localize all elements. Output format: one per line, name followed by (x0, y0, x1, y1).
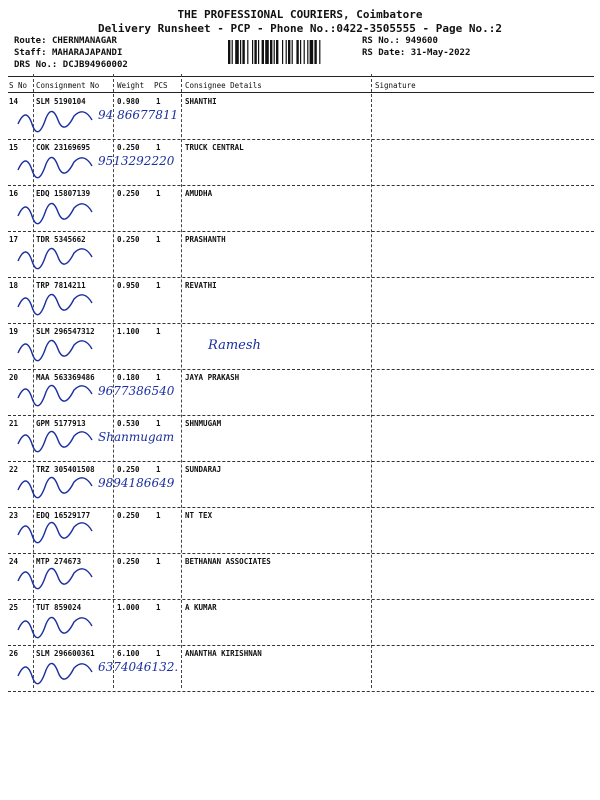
signature-cell (8, 140, 226, 186)
cell-pcs: 1 (156, 97, 161, 106)
signature-cell (8, 508, 226, 554)
cell-consignee: BETHANAN ASSOCIATES (185, 557, 271, 566)
barcode-bar (314, 40, 316, 64)
barcode-bar (300, 40, 301, 64)
cell-pcs: 1 (156, 649, 161, 658)
cell-weight: 0.250 (117, 465, 140, 474)
cell-pcs: 1 (156, 465, 161, 474)
signature-cell (8, 94, 226, 140)
cell-consignment: GPM 5177913 (36, 419, 86, 428)
cell-consignee: Ramesh (208, 338, 261, 353)
barcode-bar (232, 40, 233, 64)
cell-consignee: TRUCK CENTRAL (185, 143, 244, 152)
cell-sno: 17 (9, 235, 19, 244)
barcode-bar (262, 40, 264, 64)
signature-stroke (18, 431, 92, 451)
cell-pcs: 1 (156, 235, 161, 244)
route-value: CHERNMANAGAR (51, 36, 117, 46)
signature-scribble (8, 508, 226, 554)
signature-cell (8, 370, 226, 416)
cell-consignee: SUNDARAJ (185, 465, 222, 474)
rs-no-label: RS No.: (362, 36, 400, 46)
cell-pcs: 1 (156, 373, 161, 382)
signature-cell (8, 462, 226, 508)
barcode-bar (235, 40, 239, 64)
table-row (8, 554, 594, 600)
cell-sno: 14 (9, 97, 19, 106)
signature-scribble (8, 600, 226, 646)
signature-stroke (18, 340, 92, 360)
cell-consignee: A KUMAR (185, 603, 217, 612)
cell-sno: 16 (9, 189, 19, 198)
cell-sno: 21 (9, 419, 19, 428)
cell-consignment: SLM 296547312 (36, 327, 95, 336)
barcode-bar (296, 40, 298, 64)
cell-pcs: 1 (156, 143, 161, 152)
table-row (8, 508, 594, 554)
signature-stroke (18, 522, 92, 542)
col-header-weight: Weight (117, 81, 145, 90)
cell-sno: 19 (9, 327, 19, 336)
route-label: Route: (14, 36, 47, 46)
cell-consignment: TUT 859024 (36, 603, 82, 612)
cell-sno: 22 (9, 465, 19, 474)
cell-pcs: 1 (156, 511, 161, 520)
cell-consignment: TRZ 305401508 (36, 465, 95, 474)
col-header-signature: Signature (375, 81, 416, 90)
signature-note: 6374046132. (98, 660, 179, 674)
barcode-bar (304, 40, 305, 64)
cell-sno: 24 (9, 557, 19, 566)
barcode-bar (310, 40, 314, 64)
signature-stroke (18, 248, 92, 268)
table-row (8, 646, 594, 692)
signature-stroke (18, 477, 92, 497)
barcode-bar (252, 40, 253, 64)
signature-stroke (18, 663, 92, 683)
barcode-bar (288, 40, 290, 64)
signature-scribble (8, 324, 226, 370)
signature-note: 9677386540 (98, 384, 175, 398)
cell-consignment: SLM 296600361 (36, 649, 95, 658)
table-row (8, 370, 594, 416)
signature-stroke (18, 294, 92, 314)
staff-field (14, 48, 122, 58)
barcode-bar (265, 40, 269, 64)
cell-consignment: TDR 5345662 (36, 235, 86, 244)
signature-cell (8, 416, 226, 462)
barcode-bar (286, 40, 287, 64)
cell-sno: 26 (9, 649, 19, 658)
header-rule (8, 92, 594, 93)
cell-consignment: TRP 7814211 (36, 281, 86, 290)
cell-consignment: EDQ 15807139 (36, 189, 91, 198)
cell-pcs: 1 (156, 419, 161, 428)
signature-cell (8, 324, 226, 370)
cell-weight: 6.100 (117, 649, 140, 658)
barcode-bar (240, 40, 241, 64)
cell-sno: 23 (9, 511, 19, 520)
table-row (8, 278, 594, 324)
rs-no-value: 949600 (405, 36, 438, 46)
cell-consignee: PRASHANTH (185, 235, 226, 244)
rs-no-field (362, 36, 438, 46)
drs-field (14, 60, 128, 70)
barcode-bar (254, 40, 256, 64)
cell-consignee: NT TEX (185, 511, 213, 520)
rs-date-field (362, 48, 470, 58)
cell-weight: 0.950 (117, 281, 140, 290)
cell-consignment: SLM 5190104 (36, 97, 86, 106)
cell-consignee: AMUDHA (185, 189, 213, 198)
barcode-bar (282, 40, 283, 64)
col-header-pcs: PCS (154, 81, 168, 90)
barcode-bar (258, 40, 259, 64)
cell-pcs: 1 (156, 189, 161, 198)
row-divider (8, 691, 594, 692)
cell-pcs: 1 (156, 603, 161, 612)
table-row (8, 232, 594, 278)
barcode-bar (319, 40, 320, 64)
cell-weight: 0.250 (117, 557, 140, 566)
signature-cell (8, 278, 226, 324)
signature-cell (8, 554, 226, 600)
signature-scribble (8, 554, 226, 600)
table-top-rule (8, 76, 594, 77)
cell-consignment: MAA 563369486 (36, 373, 95, 382)
cell-consignee: ANANTHA KIRISHNAN (185, 649, 262, 658)
barcode-bar (247, 40, 248, 64)
document-subtitle: Delivery Runsheet - PCP - Phone No.:0422-3505555 - Page No.:2 (98, 22, 502, 35)
signature-note: Shanmugam (98, 430, 175, 444)
barcode-bar (276, 40, 278, 64)
table-row (8, 186, 594, 232)
barcode-bar (270, 40, 272, 64)
cell-weight: 0.250 (117, 235, 140, 244)
signature-cell (8, 600, 226, 646)
cell-weight: 0.250 (117, 511, 140, 520)
col-header-consignee: Consignee Details (185, 81, 262, 90)
col-header-consignment: Consignment No (36, 81, 100, 90)
cell-pcs: 1 (156, 327, 161, 336)
cell-weight: 0.980 (117, 97, 140, 106)
col-header-sno: S No (9, 81, 28, 90)
signature-stroke (18, 617, 92, 637)
table-row (8, 462, 594, 508)
cell-sno: 20 (9, 373, 19, 382)
signature-scribble (8, 232, 226, 278)
route-field (14, 36, 117, 46)
signature-stroke (18, 111, 92, 131)
cell-weight: 0.180 (117, 373, 140, 382)
cell-weight: 1.000 (117, 603, 140, 612)
cell-weight: 0.250 (117, 189, 140, 198)
cell-consignment: COK 23169695 (36, 143, 91, 152)
drs-label: DRS No.: (14, 60, 58, 70)
signature-note: 9513292220 (98, 154, 175, 168)
cell-consignment: MTP 274673 (36, 557, 82, 566)
table-row (8, 416, 594, 462)
cell-pcs: 1 (156, 557, 161, 566)
table-row (8, 600, 594, 646)
cell-consignment: EDQ 16529177 (36, 511, 91, 520)
table-row (8, 94, 594, 140)
cell-sno: 15 (9, 143, 19, 152)
cell-consignee: SHNMUGAM (185, 419, 222, 428)
signature-cell (8, 186, 226, 232)
cell-consignee: SHANTHI (185, 97, 217, 106)
signature-stroke (18, 157, 92, 177)
signature-cell (8, 232, 226, 278)
cell-sno: 25 (9, 603, 19, 612)
signature-cell (8, 646, 226, 692)
rs-date-value: 31-May-2022 (410, 48, 471, 58)
barcode-bar (274, 40, 275, 64)
signature-stroke (18, 203, 92, 223)
cell-sno: 18 (9, 281, 19, 290)
rs-date-label: RS Date: (362, 48, 406, 58)
cell-weight: 0.250 (117, 143, 140, 152)
table-row (8, 140, 594, 186)
barcode-bar (292, 40, 293, 64)
barcode-image (228, 40, 354, 64)
drs-value: DCJB94960002 (62, 60, 128, 70)
signature-note: 9894186649 (98, 476, 175, 490)
cell-consignee: REVATHI (185, 281, 217, 290)
cell-weight: 0.530 (117, 419, 140, 428)
table-row (8, 324, 594, 370)
cell-weight: 1.100 (117, 327, 140, 336)
signature-scribble (8, 186, 226, 232)
barcode-bar (242, 40, 244, 64)
signature-note: 94 86677811 (98, 108, 179, 122)
cell-consignee: JAYA PRAKASH (185, 373, 240, 382)
staff-label: Staff: (14, 48, 47, 58)
signature-stroke (18, 385, 92, 405)
staff-value: MAHARAJAPANDI (51, 48, 123, 58)
signature-scribble (8, 278, 226, 324)
signature-stroke (18, 568, 92, 588)
cell-pcs: 1 (156, 281, 161, 290)
document-title: THE PROFESSIONAL COURIERS, Coimbatore (177, 8, 423, 21)
barcode-bar (307, 40, 308, 64)
barcode-bar (228, 40, 230, 64)
